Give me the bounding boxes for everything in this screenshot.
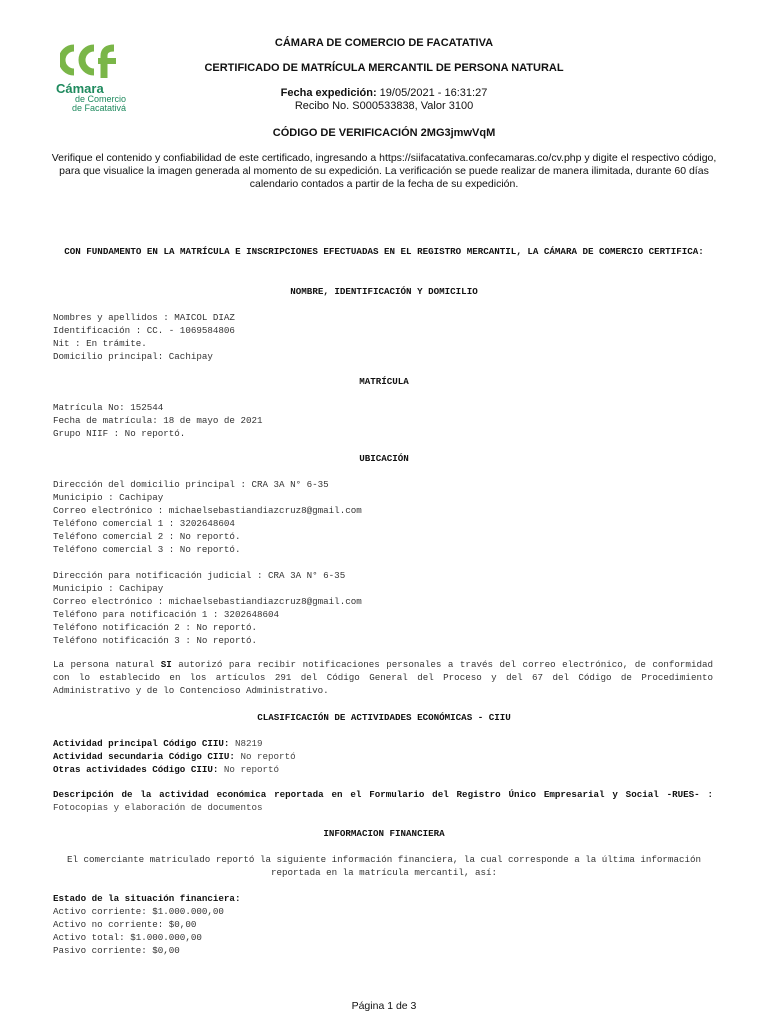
identity-block	[53, 311, 713, 363]
ubicacion-line: Correo electrónico : michaelsebastiandiazcruz8@gmail.com	[53, 596, 362, 607]
ubicacion-line: Municipio : Cachipay	[53, 583, 164, 594]
ubicacion-principal-block	[53, 478, 713, 556]
chamber-name: CÁMARA DE COMERCIO DE FACATATIVA	[274, 37, 494, 49]
financial-line: Activo no corriente: $0,00	[53, 919, 197, 930]
ubicacion-line: Dirección para notificación judicial : CRA 3A N° 6-35	[53, 570, 346, 581]
financial-statement-block	[53, 892, 713, 957]
ubicacion-line: Correo electrónico : michaelsebastiandiazcruz8@gmail.com	[53, 505, 362, 516]
ubicacion-judicial-block	[53, 569, 713, 647]
chamber-logo-text: Cámara de Comercio de Facatativá	[56, 81, 126, 113]
certificate-title: CERTIFICADO DE MATRÍCULA MERCANTIL DE PERSONA NATURAL	[204, 62, 564, 74]
matricula-line: Fecha de matrícula: 18 de mayo de 2021	[53, 415, 263, 426]
activity-description: Descripción de la actividad económica reportada en el Formulario del Registro Único Empresarial y Social -RUES- : Fotocopias y elaboración de documentos	[53, 789, 713, 813]
matricula-line: Grupo NIIF : No reportó.	[53, 428, 186, 439]
verification-code: CÓDIGO DE VERIFICACIÓN 2MG3jmwVqM	[272, 127, 496, 139]
ciiu-block	[53, 737, 713, 776]
financial-line: Pasivo corriente: $0,00	[53, 945, 180, 956]
ubicacion-line: Teléfono notificación 2 : No reportó.	[53, 622, 257, 633]
ciiu-otras: Otras actividades Código CIIU: No reportó	[53, 764, 280, 775]
financial-statement-title: Estado de la situación financiera:	[53, 893, 241, 904]
ubicacion-line: Teléfono comercial 2 : No reportó.	[53, 531, 241, 542]
ubicacion-line: Teléfono notificación 3 : No reportó.	[53, 635, 257, 646]
matricula-line: Matrícula No: 152544	[53, 402, 164, 413]
fundamento-heading: CON FUNDAMENTO EN LA MATRÍCULA E INSCRIPCIONES EFECTUADAS EN EL REGISTRO MERCANTIL, LA CÁMARA DE COMERCIO CERTIFICA:	[64, 246, 704, 257]
identity-line: Domicilio principal: Cachipay	[53, 351, 213, 362]
matricula-block	[53, 401, 713, 440]
section-ubicacion: UBICACIÓN	[359, 453, 409, 464]
identity-line: Identificación : CC. - 1069584806	[53, 325, 235, 336]
section-financiera: INFORMACION FINANCIERA	[323, 828, 445, 839]
ubicacion-line: Teléfono para notificación 1 : 3202648604	[53, 609, 280, 620]
ciiu-principal: Actividad principal Código CIIU: N8219	[53, 738, 263, 749]
financial-line: Activo total: $1.000.000,00	[53, 932, 202, 943]
identity-line: Nit : En trámite.	[53, 338, 147, 349]
financial-line: Activo corriente: $1.000.000,00	[53, 906, 224, 917]
ubicacion-line: Teléfono comercial 1 : 3202648604	[53, 518, 235, 529]
page-number: Página 1 de 3	[351, 1000, 417, 1012]
section-ciiu: CLASIFICACIÓN DE ACTIVIDADES ECONÓMICAS - CIIU	[257, 712, 511, 723]
receipt-info: Recibo No. S000533838, Valor 3100	[294, 100, 474, 112]
section-matricula: MATRÍCULA	[359, 376, 409, 387]
ubicacion-line: Dirección del domicilio principal : CRA 3A N° 6-35	[53, 479, 329, 490]
issue-date: Fecha expedición: 19/05/2021 - 16:31:27	[280, 87, 488, 99]
financiera-intro: El comerciante matriculado reportó la siguiente información financiera, la cual corresponde a la última información reportada en la matrícula mercantil, así:	[66, 854, 702, 878]
ubicacion-line: Teléfono comercial 3 : No reportó.	[53, 544, 241, 555]
section-nombre: NOMBRE, IDENTIFICACIÓN Y DOMICILIO	[290, 286, 478, 297]
ciiu-secundaria: Actividad secundaria Código CIIU: No reportó	[53, 751, 296, 762]
ubicacion-line: Municipio : Cachipay	[53, 492, 164, 503]
notification-authorization: La persona natural SI autorizó para recibir notificaciones personales a través del correo electrónico, de conformidad con lo establecido en los artículos 291 del Código General del Proceso y del 67 del Código de Procedimiento Administrativo y de lo Contencioso Administrativo.	[53, 659, 713, 696]
verification-instructions: Verifique el contenido y confiabilidad de este certificado, ingresando a https://siifacatativa.confecamaras.co/cv.php y digite el respectivo código, para que visualice la imagen generada al momento de su expedición. La verificación se puede realizar de manera ilimitada, durante 60 días calendario contados a partir de la fecha de su expedición.	[51, 152, 717, 190]
identity-line: Nombres y apellidos : MAICOL DIAZ	[53, 312, 235, 323]
